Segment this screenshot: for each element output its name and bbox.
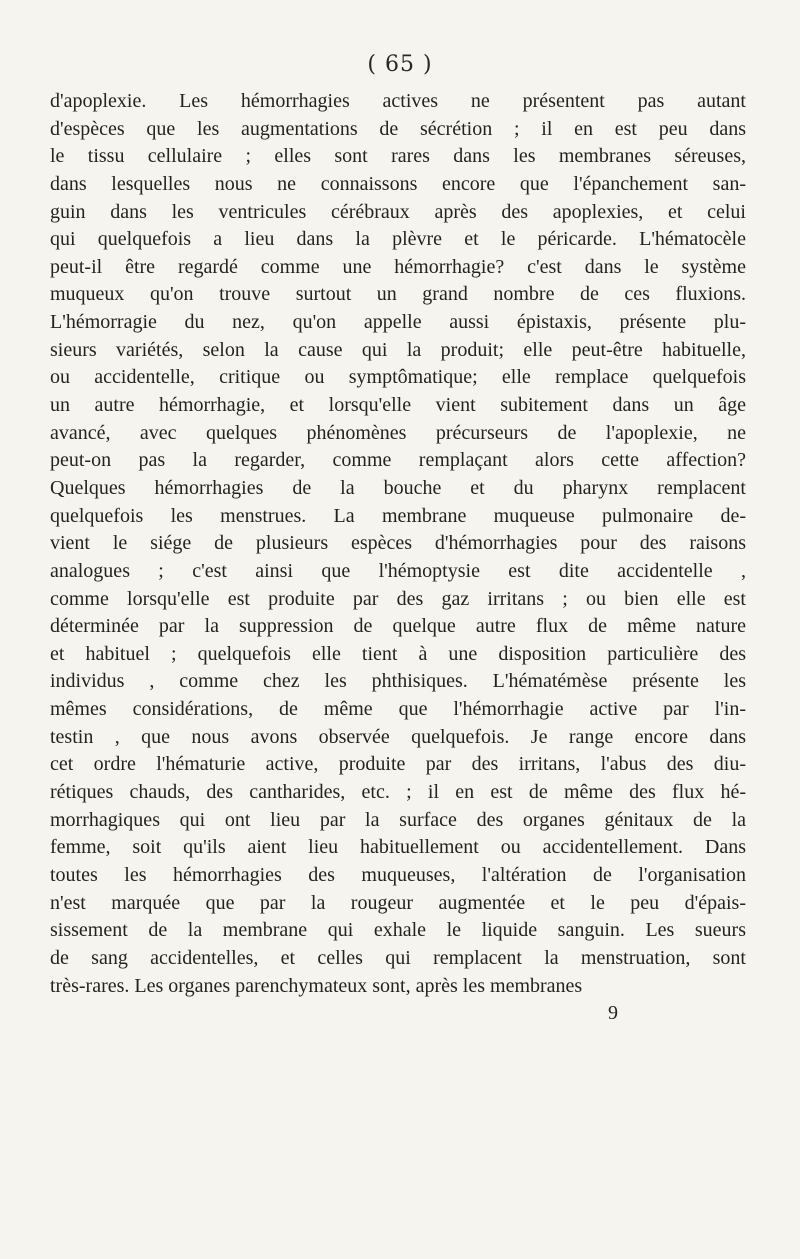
text-line: mêmes considérations, de même que l'hémorrhagie active par l'in- xyxy=(50,698,746,721)
text-line: et habituel ; quelquefois elle tient à une disposition particulière des xyxy=(50,642,746,665)
text-line: analogues ; c'est ainsi que l'hémoptysie est dite accidentelle , xyxy=(50,559,746,582)
text-line: ou accidentelle, critique ou symptômatique; elle remplace quelquefois xyxy=(50,366,746,389)
text-line: d'apoplexie. Les hémorrhagies actives ne présentent pas autant xyxy=(50,90,746,112)
text-line: toutes les hémorrhagies des muqueuses, l'altération de l'organisation xyxy=(50,863,746,886)
text-line: un autre hémorrhagie, et lorsqu'elle vient subitement dans un âge xyxy=(50,394,746,417)
text-line: sieurs variétés, selon la cause qui la produit; elle peut-être habituelle, xyxy=(50,338,746,361)
text-line: quelquefois les menstrues. La membrane muqueuse pulmonaire de- xyxy=(50,504,746,527)
text-line: déterminée par la suppression de quelque autre flux de même nature xyxy=(50,615,746,638)
text-line: individus , comme chez les phthisiques. L'hématémèse présente les xyxy=(50,670,746,693)
text-line: guin dans les ventricules cérébraux après des apoplexies, et celui xyxy=(50,200,746,223)
body-text xyxy=(50,88,746,1000)
text-line: d'espèces que les augmentations de sécrétion ; il en est peu dans xyxy=(50,117,746,140)
text-line: cet ordre l'hématurie active, produite par des irritans, l'abus des diu- xyxy=(50,753,746,776)
text-line: vient le siége de plusieurs espèces d'hémorrhagies pour des raisons xyxy=(50,532,746,555)
text-line: testin , que nous avons observée quelquefois. Je range encore dans xyxy=(50,725,746,748)
text-line: de sang accidentelles, et celles qui remplacent la menstruation, sont xyxy=(50,946,746,969)
text-line: sissement de la membrane qui exhale le liquide sanguin. Les sueurs xyxy=(50,919,746,942)
text-line: peut-on pas la regarder, comme remplaçant alors cette affection? xyxy=(50,449,746,472)
text-line: rétiques chauds, des cantharides, etc. ; il en est de même des flux hé- xyxy=(50,781,746,804)
text-line: femme, soit qu'ils aient lieu habituellement ou accidentellement. Dans xyxy=(50,836,746,859)
text-line: dans lesquelles nous ne connaissons encore que l'épanchement san- xyxy=(50,172,746,195)
text-line: qui quelquefois a lieu dans la plèvre et le péricarde. L'hématocèle xyxy=(50,228,746,251)
text-line: muqueux qu'on trouve surtout un grand nombre de ces fluxions. xyxy=(50,283,746,306)
text-line: le tissu cellulaire ; elles sont rares dans les membranes séreuses, xyxy=(50,145,746,168)
text-line: peut-il être regardé comme une hémorrhagie? c'est dans le système xyxy=(50,255,746,278)
text-line: comme lorsqu'elle est produite par des gaz irritans ; ou bien elle est xyxy=(50,587,746,610)
signature-mark: 9 xyxy=(608,1002,618,1024)
text-line: n'est marquée que par la rougeur augmentée et le peu d'épais- xyxy=(50,891,746,914)
text-line: très-rares. Les organes parenchymateux sont, après les membranes xyxy=(50,974,583,997)
text-line: avancé, avec quelques phénomènes précurseurs de l'apoplexie, ne xyxy=(50,421,746,444)
page-number: ( 65 ) xyxy=(367,52,433,77)
text-line: L'hémorragie du nez, qu'on appelle aussi épistaxis, présente plu- xyxy=(50,311,746,334)
text-line: Quelques hémorrhagies de la bouche et du pharynx remplacent xyxy=(50,476,746,499)
text-line: morrhagiques qui ont lieu par la surface des organes génitaux de la xyxy=(50,808,746,831)
